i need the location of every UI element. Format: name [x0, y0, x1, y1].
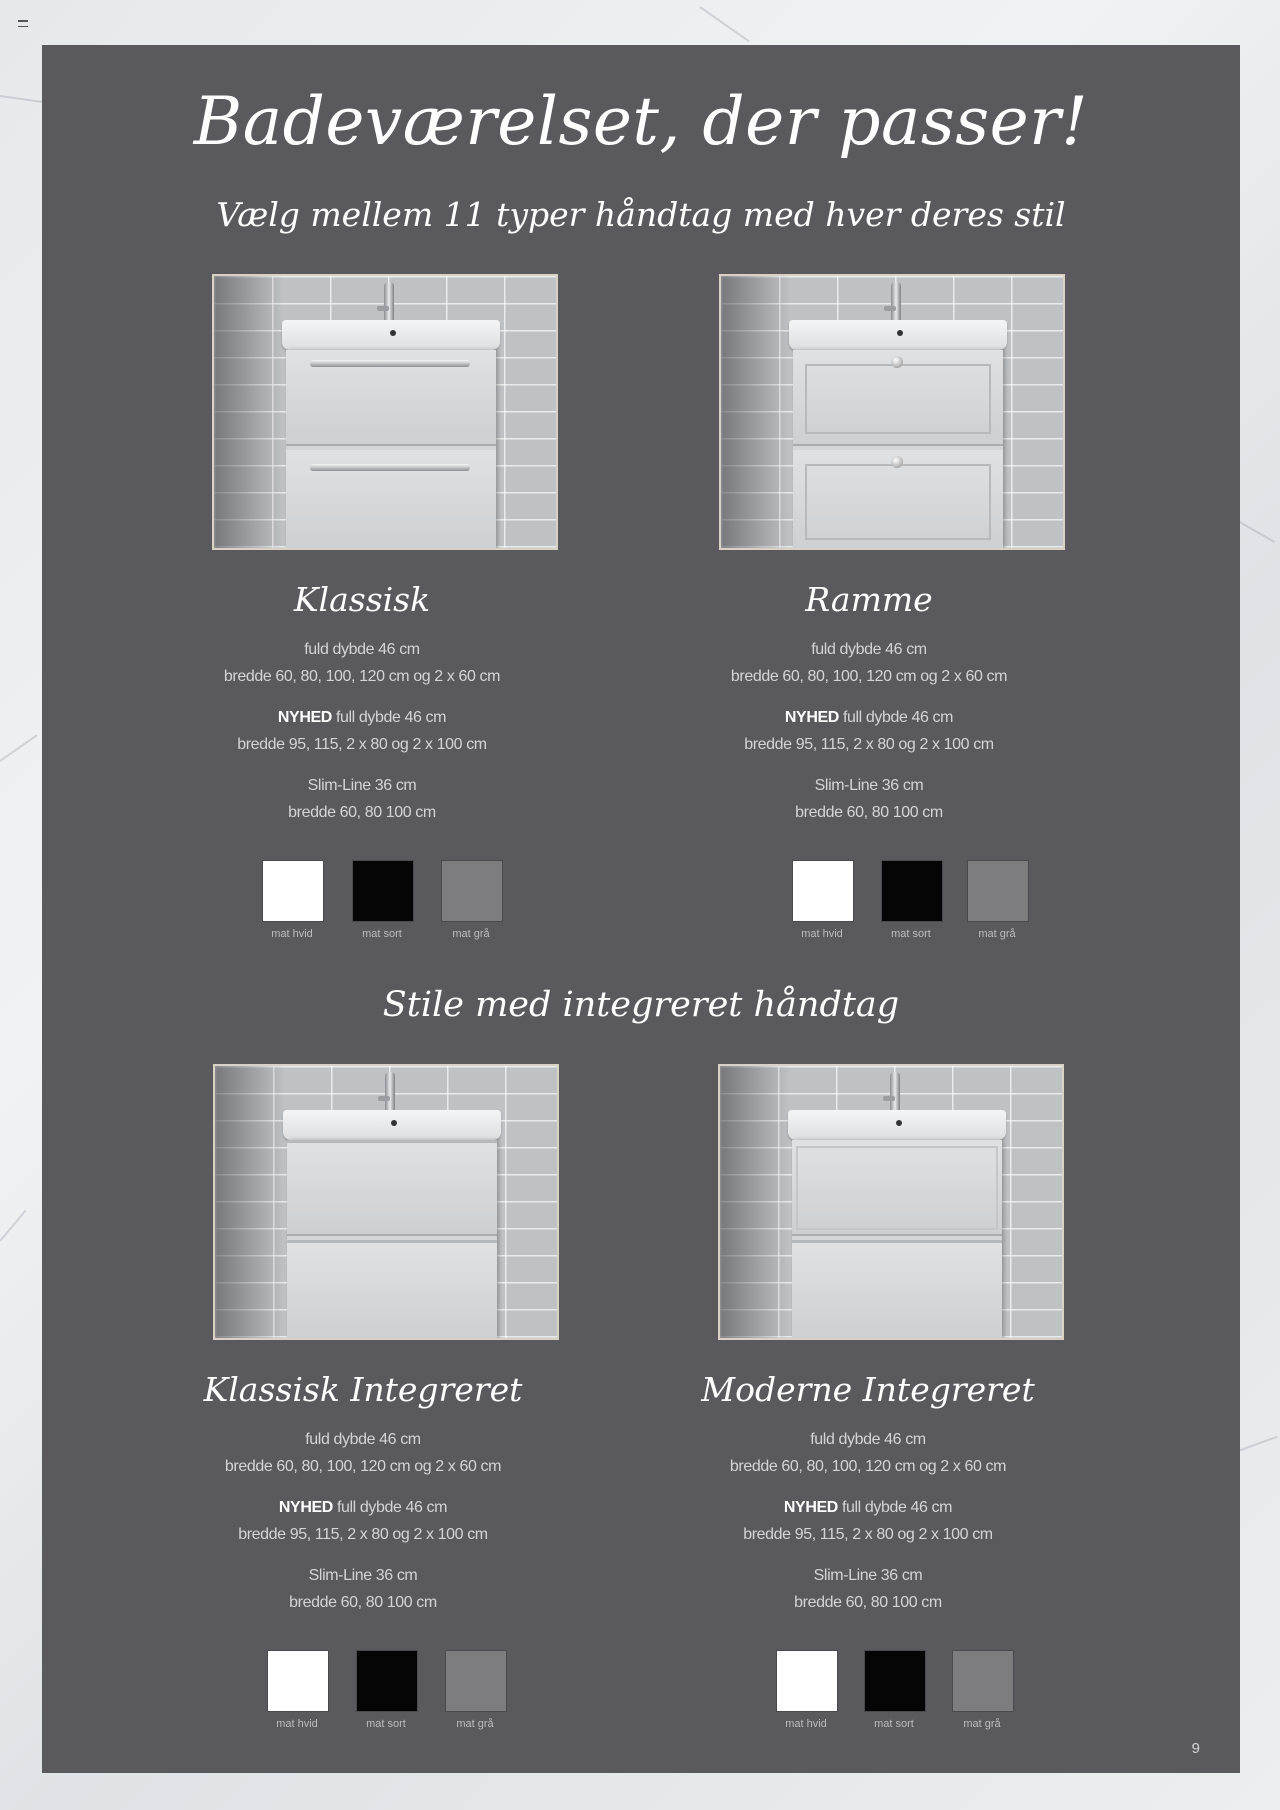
vanity-cabinet	[287, 1140, 497, 1340]
spec-line: Slim-Line 36 cm	[813, 1567, 923, 1584]
swatch-black[interactable]: mat sort	[356, 1650, 418, 1730]
knob-handle-icon	[891, 356, 903, 368]
spec-full-depth	[648, 1426, 1088, 1480]
section-title: Stile med integreret håndtag	[382, 985, 900, 1025]
product-name: Moderne Integreret	[701, 1370, 1035, 1409]
spec-line: bredde 60, 80 100 cm	[288, 804, 436, 821]
product-name: Klassisk Integreret	[203, 1370, 523, 1409]
page-number: 9	[1191, 1740, 1200, 1757]
spec-slim-line	[142, 772, 582, 826]
spec-line: bredde 95, 115, 2 x 80 og 2 x 100 cm	[238, 1526, 488, 1543]
bar-handle-icon	[310, 360, 470, 367]
swatch-white[interactable]: mat hvid	[262, 860, 324, 940]
spec-line: bredde 60, 80, 100, 120 cm og 2 x 60 cm	[730, 668, 1008, 685]
spec-new	[649, 704, 1089, 758]
bar-handle-icon	[310, 464, 470, 471]
catalog-page	[42, 45, 1240, 1773]
integrated-handle-icon	[792, 1240, 1002, 1243]
spec-line: bredde 60, 80, 100, 120 cm og 2 x 60 cm	[223, 668, 501, 685]
spec-line: bredde 95, 115, 2 x 80 og 2 x 100 cm	[237, 736, 487, 753]
marble-vein	[1238, 520, 1275, 543]
swatch-grey[interactable]: mat grå	[967, 860, 1029, 940]
integrated-handle-icon	[287, 1240, 497, 1243]
spec-line: bredde 60, 80 100 cm	[794, 1594, 942, 1611]
spec-line: full dybde 46 cm	[336, 1499, 448, 1516]
swatch-white[interactable]: mat hvid	[776, 1650, 838, 1730]
spec-line: Slim-Line 36 cm	[814, 777, 924, 794]
spec-line: fuld dybde 46 cm	[304, 641, 420, 658]
spec-line: fuld dybde 46 cm	[305, 1431, 421, 1448]
spec-line: full dybde 46 cm	[841, 1499, 953, 1516]
spec-line: fuld dybde 46 cm	[810, 1431, 926, 1448]
vanity-cabinet	[286, 350, 496, 550]
product-photo[interactable]	[212, 274, 558, 550]
spec-line: Slim-Line 36 cm	[308, 1567, 418, 1584]
page-subtitle: Vælg mellem 11 typer håndtag med hver deres stil	[216, 195, 1066, 234]
spec-slim-line	[648, 1562, 1088, 1616]
swatch-white[interactable]: mat hvid	[792, 860, 854, 940]
new-badge: NYHED	[278, 1499, 333, 1516]
spec-line: fuld dybde 46 cm	[811, 641, 927, 658]
spec-line: bredde 60, 80 100 cm	[795, 804, 943, 821]
vanity-cabinet	[793, 350, 1003, 550]
product-photo[interactable]	[718, 1064, 1064, 1340]
spec-line: bredde 60, 80 100 cm	[289, 1594, 437, 1611]
new-badge: NYHED	[783, 1499, 838, 1516]
marble-vein	[0, 1210, 26, 1242]
spec-new	[142, 704, 582, 758]
spec-line: Slim-Line 36 cm	[307, 777, 417, 794]
spec-line: full dybde 46 cm	[842, 709, 954, 726]
spec-line: bredde 95, 115, 2 x 80 og 2 x 100 cm	[743, 1526, 993, 1543]
spec-slim-line	[649, 772, 1089, 826]
knob-handle-icon	[891, 456, 903, 468]
swatch-grey[interactable]: mat grå	[441, 860, 503, 940]
product-name: Klassisk	[293, 580, 431, 619]
product-photo[interactable]	[719, 274, 1065, 550]
spec-line: bredde 60, 80, 100, 120 cm og 2 x 60 cm	[224, 1458, 502, 1475]
vanity-cabinet	[792, 1140, 1002, 1340]
spec-line: full dybde 46 cm	[335, 709, 447, 726]
page-title: Badeværelset, der passer!	[193, 83, 1089, 160]
menu-icon[interactable]	[18, 20, 28, 27]
spec-line: bredde 60, 80, 100, 120 cm og 2 x 60 cm	[729, 1458, 1007, 1475]
swatch-grey[interactable]: mat grå	[952, 1650, 1014, 1730]
swatch-grey[interactable]: mat grå	[445, 1650, 507, 1730]
new-badge: NYHED	[277, 709, 332, 726]
marble-vein	[0, 734, 37, 761]
spec-slim-line	[143, 1562, 583, 1616]
spec-line: bredde 95, 115, 2 x 80 og 2 x 100 cm	[744, 736, 994, 753]
swatch-black[interactable]: mat sort	[352, 860, 414, 940]
new-badge: NYHED	[784, 709, 839, 726]
swatch-black[interactable]: mat sort	[864, 1650, 926, 1730]
swatch-white[interactable]: mat hvid	[267, 1650, 329, 1730]
product-name: Ramme	[805, 580, 933, 619]
spec-full-depth	[649, 636, 1089, 690]
spec-full-depth	[142, 636, 582, 690]
spec-new	[648, 1494, 1088, 1548]
swatch-black[interactable]: mat sort	[881, 860, 943, 940]
marble-vein	[1238, 1436, 1278, 1452]
spec-full-depth	[143, 1426, 583, 1480]
integrated-handle-icon	[287, 1140, 497, 1143]
product-photo[interactable]	[213, 1064, 559, 1340]
marble-vein	[699, 6, 749, 42]
spec-new	[143, 1494, 583, 1548]
